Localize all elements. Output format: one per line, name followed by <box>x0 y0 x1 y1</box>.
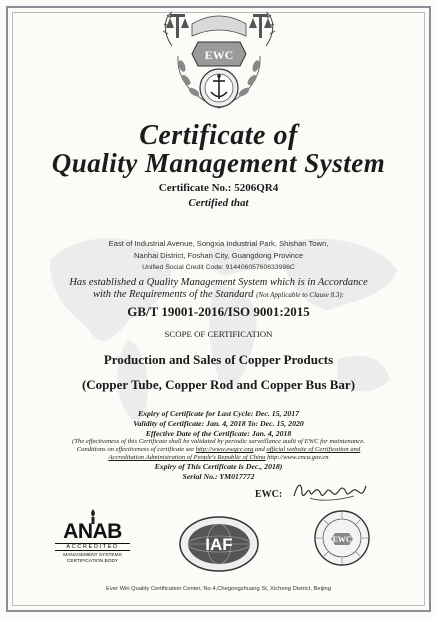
establishment-statement <box>0 277 437 301</box>
effective-date: Effective Date of the Certificate: Jan. 4, 2018 <box>145 429 292 438</box>
anab-accreditation-logo <box>55 508 130 564</box>
ewqcc-link[interactable]: http://www.ewqcc.org <box>195 446 254 453</box>
iaf-logo-icon <box>178 515 260 573</box>
company-address-line1: East of Industrial Avenue, Songxia Industrial Park, Shishan Town, <box>108 239 329 248</box>
world-map-watermark <box>20 200 417 440</box>
signature-label: EWC: <box>255 489 283 500</box>
ewc-seal-icon <box>313 509 371 567</box>
expiry-last-cycle: Expiry of Certificate for Last Cycle: Dec. 15, 2017 <box>137 409 300 418</box>
statement-line2 <box>0 289 437 301</box>
anab-accredited: ACCREDITED <box>55 543 130 551</box>
standard-name: GB/T 19001-2016/ISO 9001:2015 <box>127 304 310 319</box>
validity-period: Validity of Certificate: Jan. 4, 2018 To: Dec. 15, 2020 <box>133 419 304 428</box>
note-text-b: and <box>253 446 267 453</box>
anab-sub1: MANAGEMENT SYSTEMS <box>63 553 122 558</box>
ewc-badge-text: EWC <box>204 48 234 62</box>
certificate-number-value: 5206QR4 <box>234 182 279 194</box>
clause-note: (Not Applicable to Clause 8.3): <box>256 291 345 299</box>
footer-issuer: Ever Win Quality Certification Center, No.4,Chegongzhuang St, Xicheng District, Beijing <box>106 586 331 592</box>
cnca-official-link[interactable]: official website of Certification and <box>266 446 361 453</box>
note-text-a: Conditions on effectiveness of certificate see <box>76 446 196 453</box>
company-address-line2: Nanhai District, Foshan City, Guangdong Province <box>133 251 304 260</box>
certified-that: Certified that <box>188 197 249 209</box>
unified-credit-code: Unified Social Credit Code: 91440605760633986C <box>142 264 295 271</box>
scope-products-line2: (Copper Tube, Copper Rod and Copper Bus Bar) <box>81 377 356 392</box>
certificate-title-line2: Quality Management System <box>51 148 386 178</box>
cnca-name-link[interactable]: Accreditation Administration of People's Republic of China <box>108 454 266 461</box>
serial-number: Serial No.: YM017772 <box>182 472 255 481</box>
certificate-number <box>0 182 437 194</box>
seal-text: EWC <box>332 535 352 544</box>
ewc-emblem-icon <box>158 4 280 120</box>
certificate-title-line1: Certificate of <box>139 120 298 151</box>
statement-line2-text: with the Requirements of the Standard <box>92 289 254 300</box>
cnca-url: http://www.cnca.gov.cn <box>265 454 329 461</box>
expiry-this-certificate: Expiry of This Certificate is Dec., 2018) <box>154 462 283 471</box>
scope-products-line1: Production and Sales of Copper Products <box>103 352 334 367</box>
signature-scribble-icon <box>290 478 370 504</box>
anab-word: ANAB <box>63 520 122 543</box>
iaf-text: IAF <box>205 535 233 554</box>
statement-line1: Has established a Quality Management System which is in Accordance <box>69 277 368 288</box>
certificate-number-label: Certificate No.: <box>158 182 232 194</box>
effectiveness-note-line1: (The effectiveness of this Certificate shall be validated by periodic surveillance audit of EWC for maintenance. <box>72 438 365 445</box>
scope-heading: SCOPE OF CERTIFICATION <box>164 329 273 339</box>
anab-sub2: CERTIFICATION BODY <box>66 558 119 564</box>
